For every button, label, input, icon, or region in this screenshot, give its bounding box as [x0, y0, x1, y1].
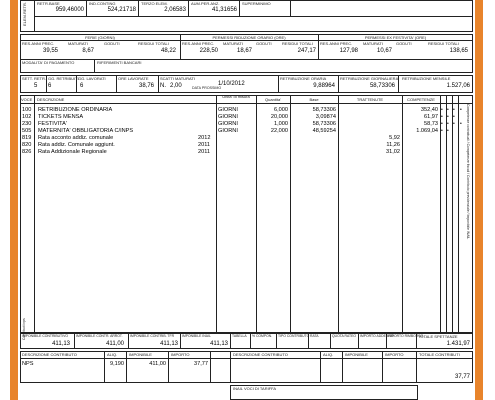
label-superminimo: SUPERMINIMO	[242, 1, 271, 6]
header-voce: VOCE	[21, 97, 33, 102]
contrib-header-totale: TOTALE CONTRIBUTI	[419, 352, 460, 357]
row-qty: 20,000	[270, 114, 288, 120]
bank-ref-label: RIFERIMENTI BANCARI	[97, 60, 142, 65]
value-terzo-elem: 2,06583	[164, 7, 186, 13]
row-voce: 505	[22, 128, 32, 134]
value-imp-contr-tfr: 411,13	[160, 341, 178, 347]
value-ore-lavorate: 38,76	[138, 83, 154, 89]
contrib-aliq: 9,190	[110, 361, 124, 367]
contrib-header-imponibile-2: IMPONIBILE	[345, 352, 368, 357]
value-imp-contr-arrot: 411,00	[106, 341, 124, 347]
row-descr: TICKETS MENSA	[38, 114, 84, 120]
label-imp-contr-arrot: IMPONIBILE CONTR. ARROT.	[76, 334, 123, 338]
value-imp-contributivo: 411,13	[52, 341, 70, 347]
contrib-header-descr-2: DESCRIZIONE CONTRIBUTO	[233, 352, 288, 357]
row-qty: 22,000	[270, 128, 288, 134]
contrib-header-aliq: ALIQ.	[107, 352, 118, 357]
row-comp: 1.069,04	[416, 128, 438, 134]
row-base: 3,09874	[315, 114, 336, 120]
value-gg-lavorati: 6	[80, 83, 84, 89]
label-gg-lavorati: GG. LAVORATI	[78, 76, 106, 81]
leave-group-exfest-title: PERMESSI EX FESTIVITA' (ORE)	[364, 35, 427, 40]
contrib-header-aliq-2: ALIQ.	[323, 352, 334, 357]
leave-group-rol-title: PERMESSI RIDUZIONE ORARIO (ORE)	[212, 35, 286, 40]
exfest-col-mat: MATURATI	[363, 41, 383, 46]
value-totale-spettanze: 1.431,97	[446, 341, 470, 347]
header-descrizione: DESCRIZIONE	[37, 97, 65, 102]
row-unit: GIORNI	[218, 121, 238, 127]
payment-mode-label: MODALITA' DI PAGAMENTO	[22, 60, 75, 65]
label-data-prossimo: DATA PROSSIMO	[192, 86, 222, 90]
value-sett-retr: 5	[34, 83, 38, 89]
row-descr: Rata Addizionale Regionale	[38, 149, 107, 155]
ferie-col-god: GODUTI	[104, 41, 120, 46]
exfest-val-mat: 10,67	[376, 48, 392, 54]
contrib-importo: 37,77	[194, 361, 208, 367]
row-tratt: 11,26	[386, 142, 400, 148]
label-terzo-elem: TERZO ELEM.	[141, 1, 168, 6]
value-retr-mensile: 1.527,06	[446, 83, 470, 89]
payslip-paper: ELEM.RETR. RETR.BASE IND.CONTING TERZO ELEM. AUM.PER.ANZ. SUPERMINIMO 959,46000 524,21718 2,06583 41,31656 FERIE (GIORNI) PERMESSI RIDUZIONE ORARIO (ORE) PERMESSI EX FESTIVITA' (ORE) RES.ANNI PREC. MATURATI GODUTI RESIDUI TOTALI 39,55 8,67 48,22 RES.ANNI PREC. MATURATI GODUTI RESIDUI TOTALI 228,50 18,67 247,17 RES.ANNI PREC. MATURATI GODUTI RESIDUI TOTALI 127,98 10,67 138,65 MODALITA' DI PAGAMENTO RIFERIMENTI BANCARI SETT. RETR. GG. RETRIBUITI GG. LAVORATI ORE LAVORATE SCATTI MATURATI DATA PROSSIMO RETRIBUZIONE ORARIA RETRIBUZIONE GIORNALIERA RETRIBUZIONE MENSILE 5 6 6 38,76 N. 2,00 1/10/2012 9,88964 58,73306 1.527,06 VOCE DESCRIZIONE Unita' di misura Quantita' Base TRATTENUTE COMPETENZE Competenze contrattuali / Competenze fiscali / Contributo previdenziale / Imponibile INAIL Contributi inps 100 RETRIBUZIONE ORDINARIA GIORNI 6,000 58,73306 352,40 • • • • 102 TICKETS MENSA GIORNI 20,000 3,09874 61,97 • • • 230 FESTIVITA' GIORNI 1,000 58,73306 58,73 • • • • 505 MATERNITA' OBBLIGATORIA C/INPS GIORNI 22,000 48,59254 1.069,04 • • 819 Rata acconto addiz. comunale 2012 5,92 820 Rata addiz. Comunale aggiunt. 2011 11,26 826 Rata Addizionale Regionale 2011 31,02 IMPONIBILE CONTRIBUTIVO IMPONIBILE CONTR. ARROT. IMPONIBILE CONTRIB. TFR IMPONIBILE INAIL TABELLA % COMPON. TIPO CONTRIBUTO RATA QUOTA RATEO IMPORTO ADDEBITO IMPORTO RIMBORSO TOTALE SPETTANZE 411,13 411,00 411,13 411,13 1.431,97 DESCRIZIONE CONTRIBUTO ALIQ. IMPONIBILE IMPORTO DESCRIZIONE CONTRIBUTO ALIQ. IMPONIBILE IMPORTO TOTALE CONTRIBUTI NPS 9,190 411,00 37,77 37,77 INAIL VOCI DI TARIFFA	[18, 0, 475, 400]
header-quantita: Quantita'	[265, 97, 281, 102]
ferie-val-res: 39,55	[42, 48, 58, 54]
row-comp: 58,73	[424, 121, 438, 127]
row-descr: Rata acconto addiz. comunale	[38, 135, 114, 141]
row-unit: GIORNI	[218, 107, 238, 113]
rol-val-tot: 247,17	[297, 48, 316, 54]
contrib-header-imponibile: IMPONIBILE	[129, 352, 152, 357]
label-quota-rateo: QUOTA RATEO	[332, 334, 356, 338]
row-qty: 1,000	[274, 121, 288, 127]
header-base: Base	[309, 97, 319, 102]
label-pct-comp: % COMPON.	[252, 334, 273, 338]
label-ore-lavorate: ORE LAVORATE	[118, 76, 149, 81]
label-retr-giornaliera: RETRIBUZIONE GIORNALIERA	[340, 76, 399, 81]
value-scatti: 2,00	[170, 83, 182, 89]
row-qty: 6,000	[274, 107, 288, 113]
exfest-col-tot: RESIDUI TOTALI	[428, 41, 459, 46]
label-aum-per-anz: AUM.PER.ANZ.	[191, 1, 220, 6]
label-scatti: SCATTI MATURATI	[160, 76, 195, 81]
row-base: 48,59254	[312, 128, 336, 134]
label-retr-base: RETR.BASE	[37, 1, 60, 6]
table-side-text: Competenze contrattuali / Competenze fiscali / Contributo previdenziale / Imponibile INAIL	[466, 104, 470, 240]
value-aum-per-anz: 41,31656	[211, 7, 237, 13]
contrib-imponibile: 411,00	[149, 361, 166, 367]
exfest-val-tot: 138,65	[449, 48, 468, 54]
contrib-descr: NPS	[22, 361, 34, 367]
row-unit: 2011	[198, 142, 211, 148]
row-descr: RETRIBUZIONE ORDINARIA	[38, 107, 113, 113]
leave-group-ferie-title: FERIE (GIORNI)	[85, 35, 115, 40]
row-voce: 826	[22, 149, 32, 155]
label-ind-conting: IND.CONTING	[89, 1, 116, 6]
label-retr-mensile: RETRIBUZIONE MENSILE	[402, 76, 451, 81]
rol-col-tot: RESIDUI TOTALI	[282, 41, 313, 46]
value-data-prossimo: 1/10/2012	[218, 81, 245, 87]
row-unit: 2012	[198, 135, 211, 141]
ferie-col-tot: RESIDUI TOTALI	[138, 41, 169, 46]
row-comp: 61,97	[424, 114, 438, 120]
label-totale-spettanze: TOTALE SPETTANZE	[418, 334, 458, 339]
row-voce: 820	[22, 142, 32, 148]
value-retr-giornaliera: 58,73306	[369, 83, 395, 89]
rol-val-res: 228,50	[199, 48, 218, 54]
ferie-val-tot: 48,22	[160, 48, 176, 54]
label-imp-inail: IMPONIBILE INAIL	[182, 334, 211, 338]
label-rata: RATA	[310, 334, 319, 338]
row-base: 58,73306	[312, 107, 336, 113]
table-left-side-text: Contributi inps	[22, 318, 26, 340]
rol-col-god: GODUTI	[256, 41, 272, 46]
row-base: 58,73306	[312, 121, 336, 127]
row-voce: 102	[22, 114, 32, 120]
row-tratt: 31,02	[386, 149, 400, 155]
inail-label: INAIL VOCI DI TARIFFA	[233, 386, 277, 391]
header-competenze: COMPETENZE	[407, 97, 435, 102]
ferie-val-mat: 8,67	[82, 48, 94, 54]
row-descr: FESTIVITA'	[38, 121, 67, 127]
label-imp-contributivo: IMPONIBILE CONTRIBUTIVO	[22, 334, 68, 338]
exfest-col-god: GODUTI	[396, 41, 412, 46]
header-unita: Unita' di misura	[222, 94, 250, 99]
ferie-col-mat: MATURATI	[68, 41, 88, 46]
label-imp-addebito: IMPORTO ADDEBITO	[360, 334, 394, 338]
header-side-label: ELEM.RETR.	[22, 1, 27, 26]
rol-val-mat: 18,67	[236, 48, 252, 54]
contrib-header-importo: IMPORTO	[171, 352, 190, 357]
value-ind-conting: 524,21718	[107, 7, 136, 13]
exfest-col-res: RES.ANNI PREC.	[320, 41, 353, 46]
value-totale-contributi: 37,77	[454, 374, 470, 380]
row-descr: MATERNITA' OBBLIGATORIA C/INPS	[38, 128, 134, 134]
ferie-col-res: RES.ANNI PREC.	[22, 41, 55, 46]
value-imp-inail: 411,13	[210, 341, 228, 347]
label-gg-retribuiti: GG. RETRIBUITI	[48, 76, 79, 81]
label-retr-oraria: RETRIBUZIONE ORARIA	[280, 76, 327, 81]
rol-col-res: RES.ANNI PREC.	[182, 41, 215, 46]
label-imp-rimborso: IMPORTO RIMBORSO	[388, 334, 424, 338]
row-voce: 230	[22, 121, 32, 127]
row-voce: 819	[22, 135, 32, 141]
value-retr-oraria: 9,88964	[313, 83, 335, 89]
row-comp: 352,40	[420, 107, 438, 113]
contrib-header-importo-2: IMPORTO	[385, 352, 404, 357]
row-tratt: 5,92	[389, 135, 400, 141]
label-tabella: TABELLA	[232, 334, 247, 338]
value-retr-base: 959,46000	[55, 7, 84, 13]
value-gg-retribuiti: 6	[48, 83, 52, 89]
label-imp-contr-tfr: IMPONIBILE CONTRIB. TFR	[130, 334, 175, 338]
value-scatti-n: N.	[160, 83, 166, 89]
label-sett-retr: SETT. RETR.	[22, 76, 47, 81]
row-descr: Rata addiz. Comunale aggiunt.	[38, 142, 115, 148]
contrib-header-descr: DESCRIZIONE CONTRIBUTO	[22, 352, 77, 357]
row-unit: GIORNI	[218, 114, 238, 120]
rol-col-mat: MATURATI	[223, 41, 243, 46]
row-unit: GIORNI	[218, 128, 238, 134]
row-unit: 2011	[198, 149, 211, 155]
exfest-val-res: 127,98	[339, 48, 358, 54]
row-voce: 100	[22, 107, 32, 113]
header-trattenute: TRATTENUTE	[356, 97, 384, 102]
label-tipo-contr: TIPO CONTRIBUTO	[278, 334, 310, 338]
